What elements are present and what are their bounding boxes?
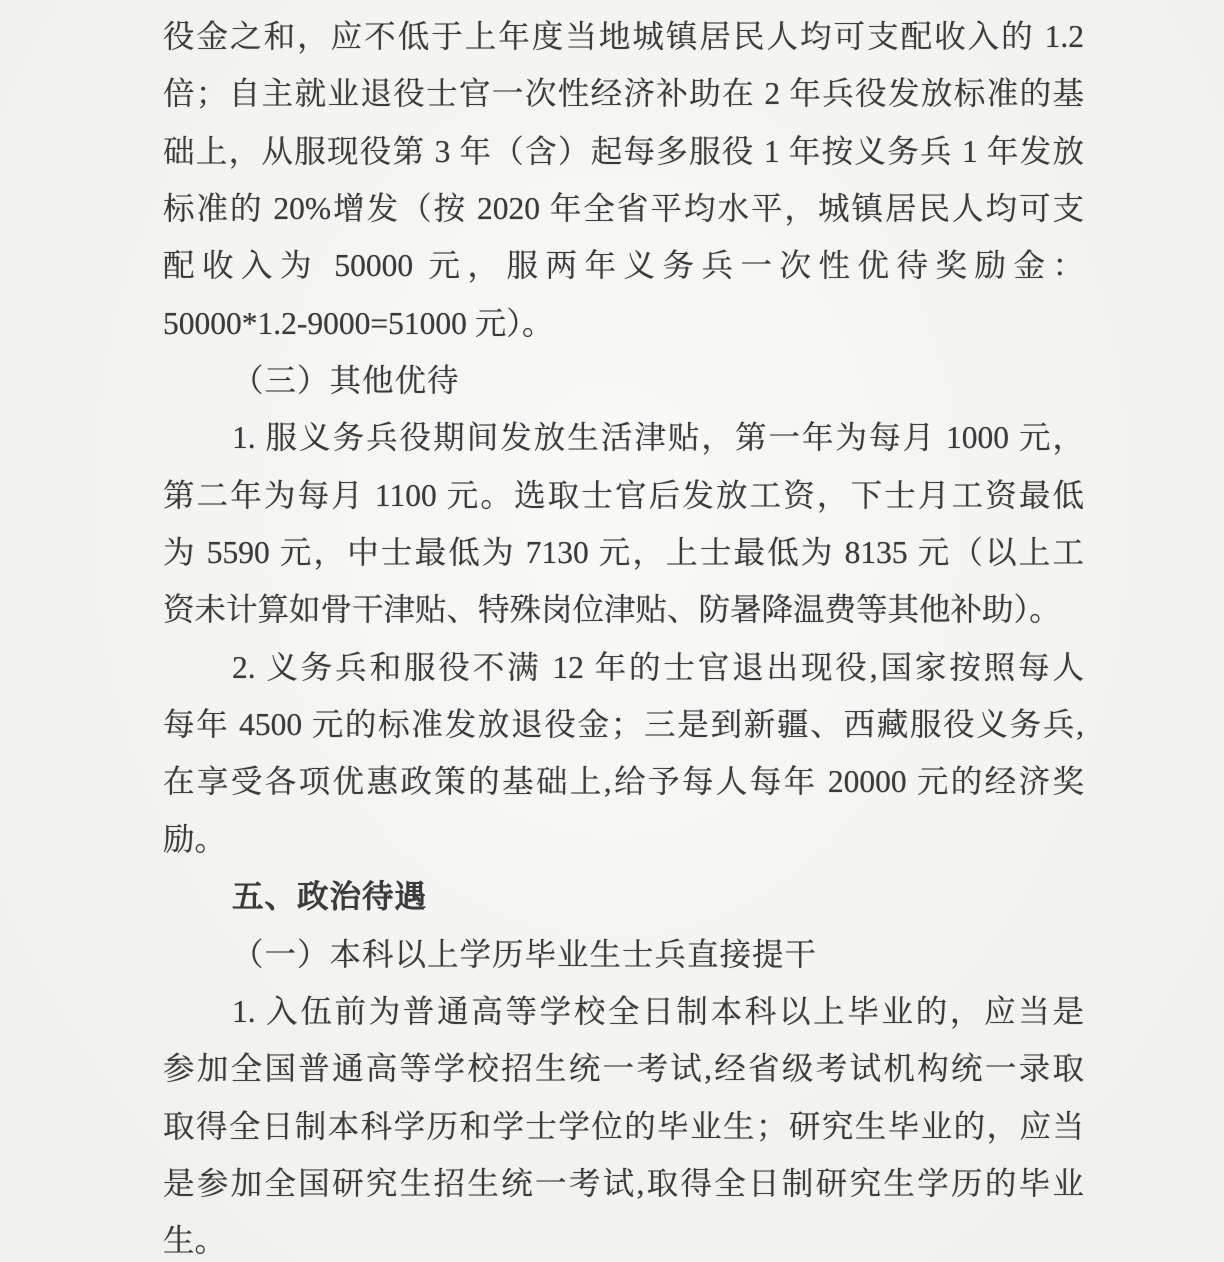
document-body (163, 8, 1084, 1262)
text-line: 础上，从服现役第 3 年（含）起每多服役 1 年按义务兵 1 年发放 (163, 133, 1084, 169)
text-line: 参加全国普通高等学校招生统一考试,经省级考试机构统一录取 (163, 1051, 1084, 1087)
text-line: 每年 4500 元的标准发放退役金；三是到新疆、西藏服役义务兵, (163, 707, 1084, 743)
text-line: 励。 (163, 821, 227, 857)
text-line: 1. 服义务兵役期间发放生活津贴，第一年为每月 1000 元， (232, 420, 1084, 456)
text-line: 在享受各项优惠政策的基础上,给予每人每年 20000 元的经济奖 (163, 764, 1084, 800)
text-line: 是参加全国研究生招生统一考试,取得全日制研究生学历的毕业 (163, 1165, 1084, 1201)
text-line: 倍；自主就业退役士官一次性经济补助在 2 年兵役发放标准的基 (163, 76, 1084, 112)
paragraph-p7-promotion-requirements (163, 983, 1084, 1262)
text-line: 役金之和，应不低于上年度当地城镇居民人均可支配收入的 1.2 (163, 19, 1084, 54)
text-line: 取得全日制本科学历和学士学位的毕业生；研究生毕业的，应当 (163, 1108, 1084, 1144)
text-line: 配收入为 50000 元，服两年义务兵一次性优待奖励金： (163, 248, 1084, 284)
text-line: 第二年为每月 1100 元。选取士官后发放工资，下士月工资最低 (163, 477, 1084, 513)
text-line: 生。 (163, 1223, 227, 1259)
paragraph-p5-heading-political-treatment (163, 868, 1084, 925)
paragraph-p1-continuation (163, 8, 1084, 352)
text-line: 五、政治待遇 (232, 878, 428, 915)
text-line: 资未计算如骨干津贴、特殊岗位津贴、防暑降温费等其他补助）。 (163, 592, 1061, 628)
paragraph-p3-allowance-and-salary (163, 409, 1084, 638)
text-line: （一）本科以上学历毕业生士兵直接提干 (232, 936, 818, 972)
text-line: 标准的 20%增发（按 2020 年全省平均水平，城镇居民人均可支 (163, 191, 1084, 227)
text-line: 2. 义务兵和服役不满 12 年的士官退出现役,国家按照每人 (232, 649, 1084, 685)
paragraph-p4-retirement-pay (163, 639, 1084, 868)
paragraph-p6-heading-direct-promotion (163, 926, 1084, 983)
paragraph-p2-heading-other-benefits (163, 352, 1084, 409)
text-line: 50000*1.2-9000=51000 元）。 (163, 305, 554, 341)
text-line: 1. 入伍前为普通高等学校全日制本科以上毕业的，应当是 (232, 993, 1084, 1029)
text-line: 为 5590 元，中士最低为 7130 元，上士最低为 8135 元（以上工 (163, 535, 1084, 571)
text-line: （三）其他优待 (232, 363, 460, 399)
